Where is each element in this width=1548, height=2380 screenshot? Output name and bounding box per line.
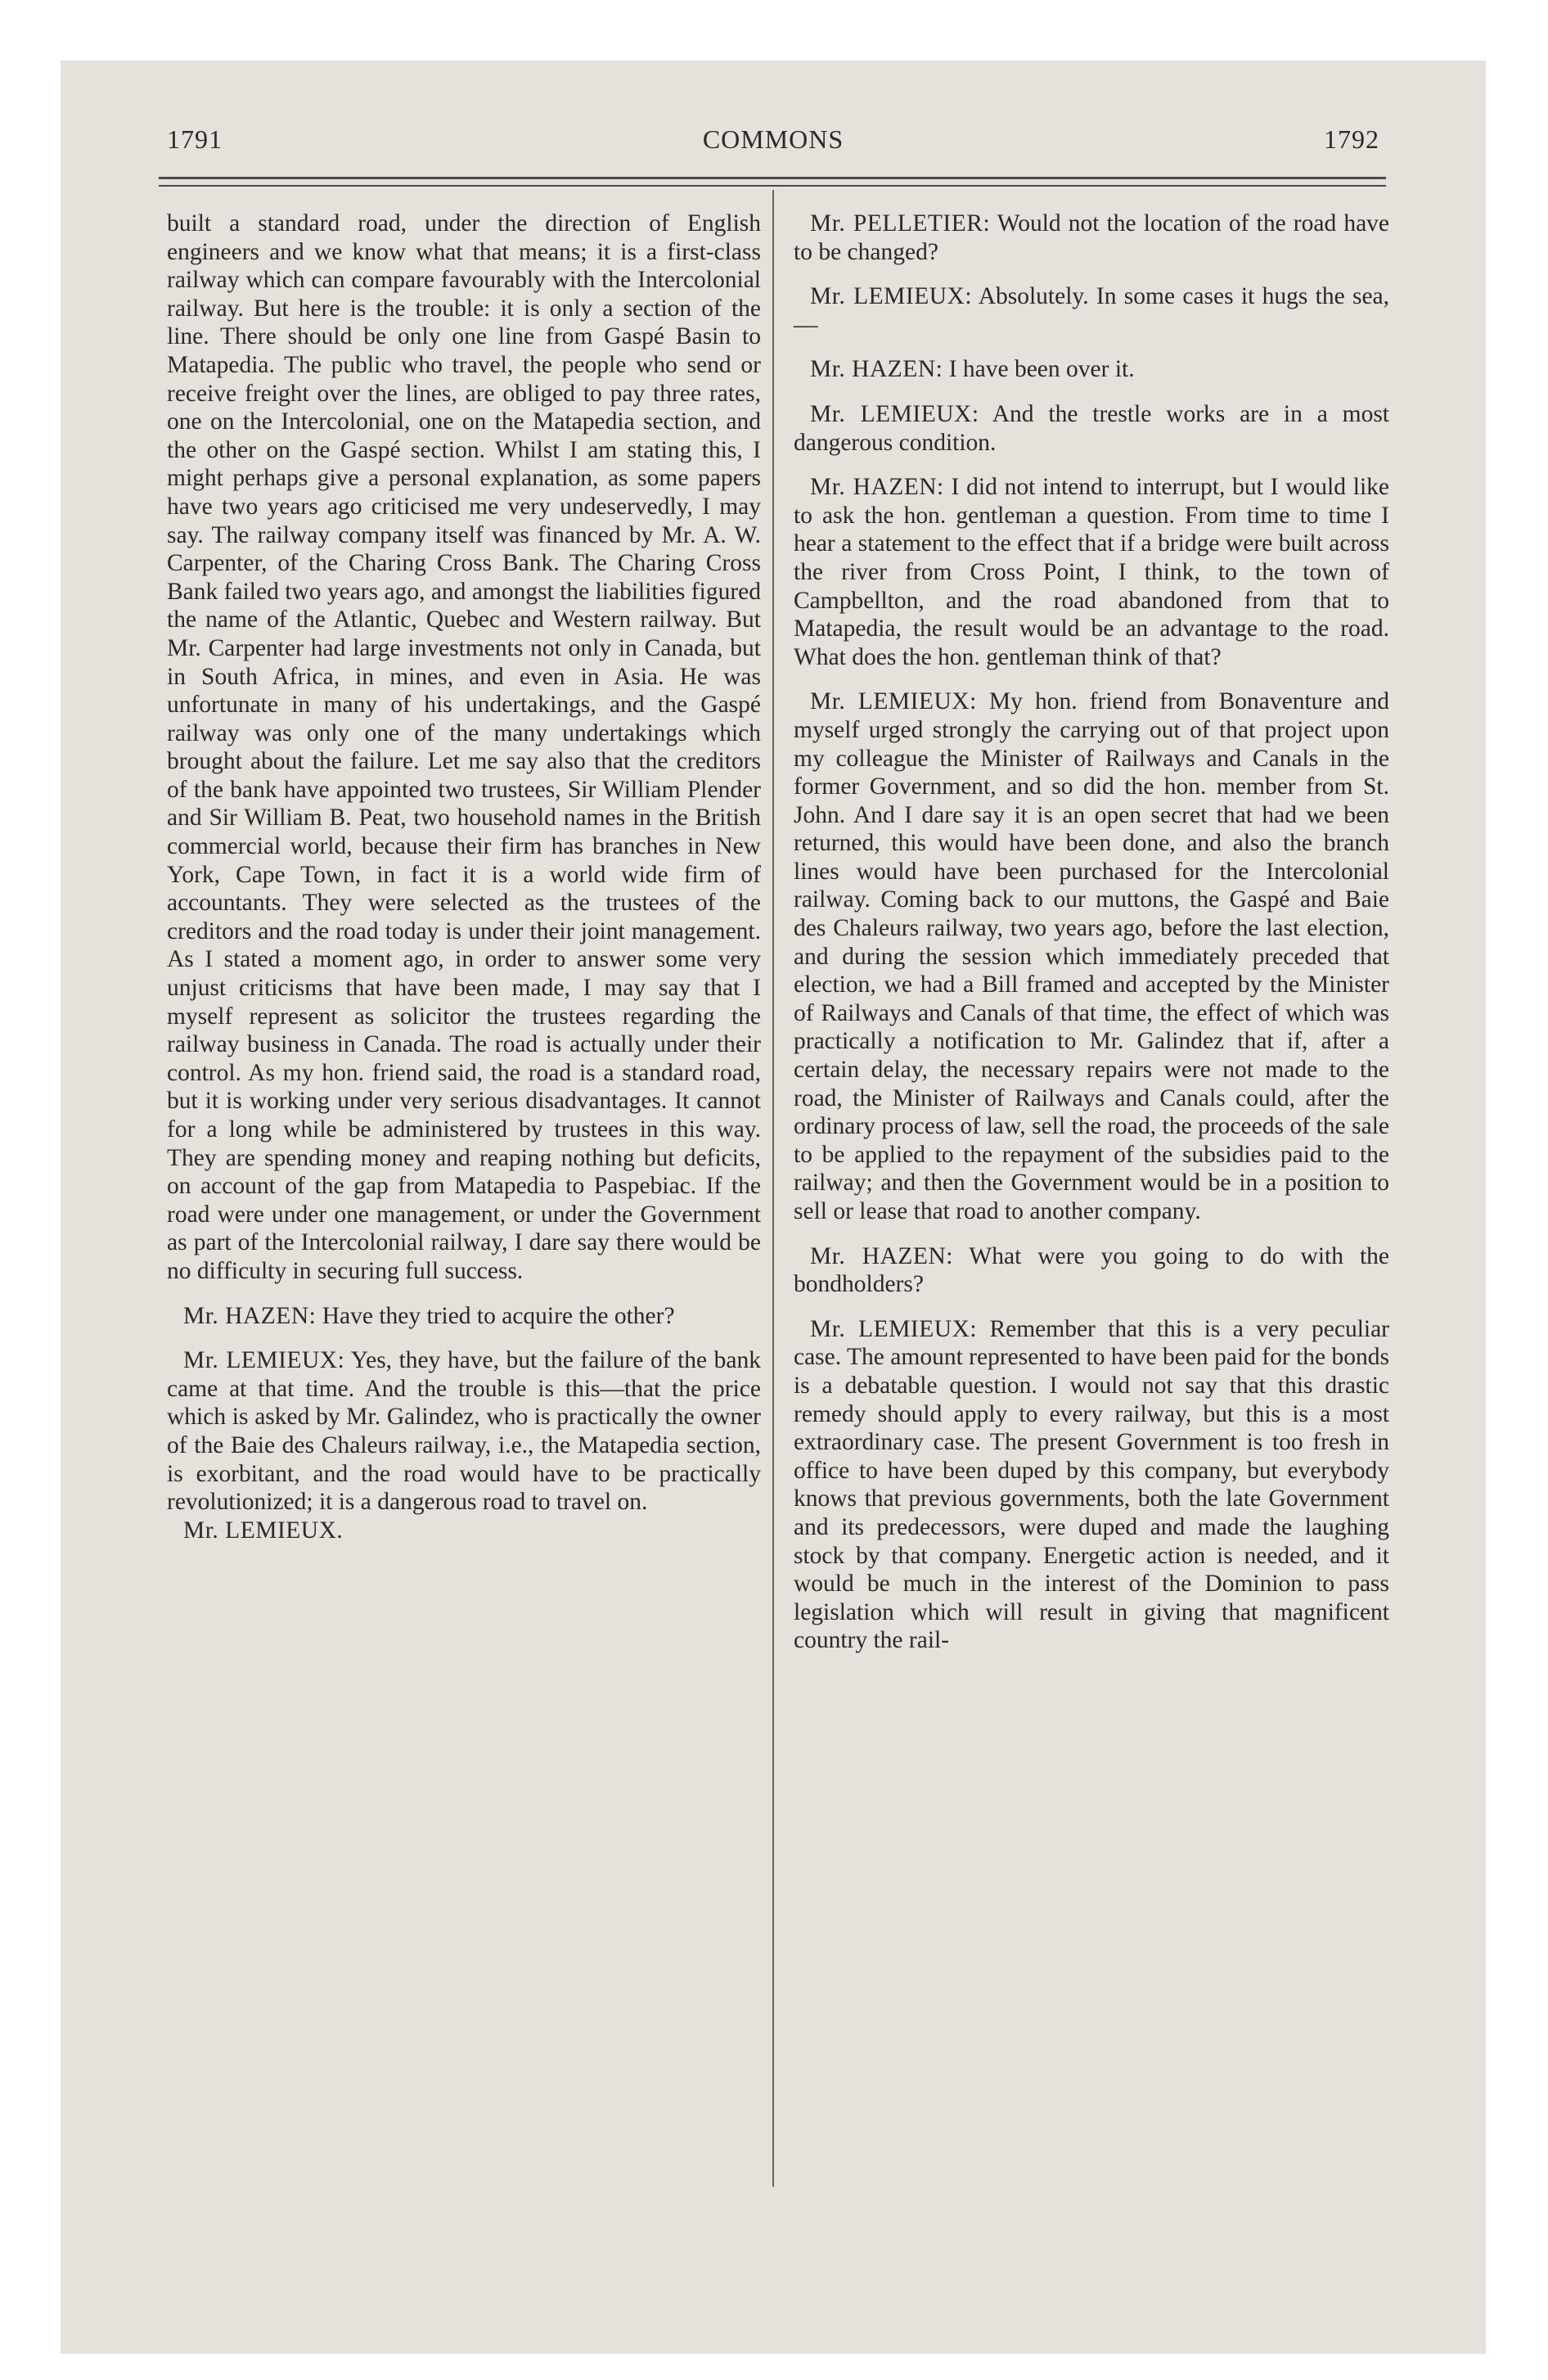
header-rule-bottom [159, 185, 1386, 187]
paragraph-text: My hon. friend from Bonaventure and myself urged strongly the carrying out of that project upon my colleague the Minister of Railways and Canals in the former Government, and so did the hon. member from St. John. And I dare say it is an open secret that had we been returned, this would have been done, and also the branch lines would have been purchased for the Intercolonial railway. Coming back to our muttons, the Gaspé and Baie des Chaleurs railway, two years ago, before the last election, and during the session which immediately preceded that election, we had a Bill framed and accepted by the Minister of Railways and Canals of that time, the effect of which was practically a notification to Mr. Galindez that if, after a certain delay, the necessary repairs were not made to the road, the Minister of Railways and Canals could, after the ordinary process of law, sell the road, the proceeds of the sale to be applied to the repayment of the subsidies paid to the railway; and then the Government would be in a position to sell or lease that road to another company. [794, 688, 1390, 1224]
paragraph-text: Remember that this is a very peculiar case. The amount represented to have been paid for the bonds is a debatable question. I would not say that this drastic remedy should apply to every railway, but this is a most extraordinary case. The present Government is too fresh in office to have been duped by this company, but everybody knows that previous governments, both the late Government and its predecessors, were duped and made the laughing stock by that company. Energetic action is needed, and it would be much in the interest of the Dominion to pass legislation which will result in giving that magnificent country the rail- [794, 1315, 1390, 1654]
paragraph [167, 1346, 761, 1517]
speaker-name: Mr. LEMIEUX. [183, 1517, 344, 1544]
paragraph [794, 1242, 1389, 1299]
left-column [167, 210, 761, 1544]
speaker-name: Mr. LEMIEUX: [810, 688, 977, 715]
paragraph [167, 1302, 761, 1331]
speaker-name: Mr. LEMIEUX: [810, 400, 979, 427]
speaker-name: Mr. LEMIEUX: [810, 1315, 978, 1342]
paragraph-text: And the trestle works are in a most dangerous condition. [794, 400, 1389, 456]
right-page-number: 1792 [1324, 124, 1379, 154]
speaker-name: Mr. LEMIEUX: [183, 1347, 345, 1374]
column-divider [772, 190, 774, 2187]
scanned-page [61, 61, 1486, 2354]
speaker-name: Mr. HAZEN: [810, 356, 943, 383]
paragraph [794, 210, 1389, 266]
paragraph-text: built a standard road, under the direction of English engineers and we know what that means; it is a first-class railway which can compare favourably with the Intercolonial railway. But here is the trouble: it is only a section of the line. There should be only one line from Gaspé Basin to Matapedia. The public who travel, the people who send or receive freight over the lines, are obliged to pay three rates, one on the Intercolonial, one on the Matapedia section, and the other on the Gaspé section. Whilst I am stating this, I might perhaps give a personal explanation, as some papers have two years ago criticised me very undeservedly, I may say. The railway company itself was financed by Mr. A. W. Carpenter, of the Charing Cross Bank. The Charing Cross Bank failed two years ago, and amongst the liabilities figured the name of the Atlantic, Quebec and Western railway. But Mr. Carpenter had large investments not only in Canada, but in South Africa, in mines, and even in Asia. He was unfortunate in many of his undertakings, and the Gaspé railway was only one of the many undertakings which brought about the failure. Let me say also that the creditors of the bank have appointed two trustees, Sir William Plender and Sir William B. Peat, two household names in the British commercial world, because their firm has branches in New York, Cape Town, in fact it is a world wide firm of accountants. They were selected as the trustees of the creditors and the road today is under their joint management. As I stated a moment ago, in order to answer some very unjust criticisms that have been made, I may say that I myself represent as solicitor the trustees regarding the railway business in Canada. The road is actually under their control. As my hon. friend said, the road is a standard road, but it is working under very serious disadvantages. It cannot for a long while be administered by trustees in this way. They are spending money and reaping nothing but deficits, on account of the gap from Matapedia to Paspebiac. If the road were under one management, or under the Government as part of the Intercolonial railway, I dare say there would be no difficulty in securing full success. [167, 210, 761, 1284]
paragraph [794, 473, 1389, 671]
speaker-name: Mr. HAZEN: [810, 1242, 953, 1269]
paragraph-text: Would not the location of the road have to be changed? [794, 210, 1390, 265]
right-column [794, 210, 1389, 1655]
speaker-name: Mr. HAZEN: [810, 474, 944, 501]
speaker-name: Mr. PELLETIER: [810, 210, 991, 237]
speaker-name: Mr. LEMIEUX: [810, 283, 973, 310]
paragraph [167, 210, 761, 1286]
footer-speaker-note [167, 1517, 761, 1545]
paragraph [794, 282, 1389, 339]
paragraph [794, 355, 1389, 384]
paragraph-text: Absolutely. In some cases it hugs the sea,— [794, 283, 1390, 338]
paragraph-text: Yes, they have, but the failure of the bank came at that time. And the trouble is this—that the price which is asked by Mr. Galindez, who is practically the owner of the Baie des Chaleurs railway, i.e., the Matapedia section, is exorbitant, and the road would have to be practically revolutionized; it is a dangerous road to travel on. [167, 1347, 762, 1516]
paragraph [794, 1315, 1389, 1655]
paragraph-text: What were you going to do with the bondholders? [794, 1242, 1389, 1298]
paragraph [794, 687, 1389, 1225]
paragraph-text: I have been over it. [948, 356, 1135, 383]
paragraph-text: I did not intend to interrupt, but I would like to ask the hon. gentleman a question. From time to time I hear a statement to the effect that if a bridge were built across the river from Cross Point, I think, to the town of Campbellton, and the road abandoned from that to Matapedia, the result would be an advantage to the road. What does the hon. gentleman think of that? [794, 474, 1390, 670]
running-head-title: COMMONS [702, 124, 844, 154]
header-rule-top [159, 177, 1386, 179]
paragraph [794, 400, 1389, 457]
speaker-name: Mr. HAZEN: [183, 1302, 317, 1329]
left-page-number: 1791 [167, 124, 223, 154]
paragraph-text: Have they tried to acquire the other? [322, 1302, 675, 1329]
